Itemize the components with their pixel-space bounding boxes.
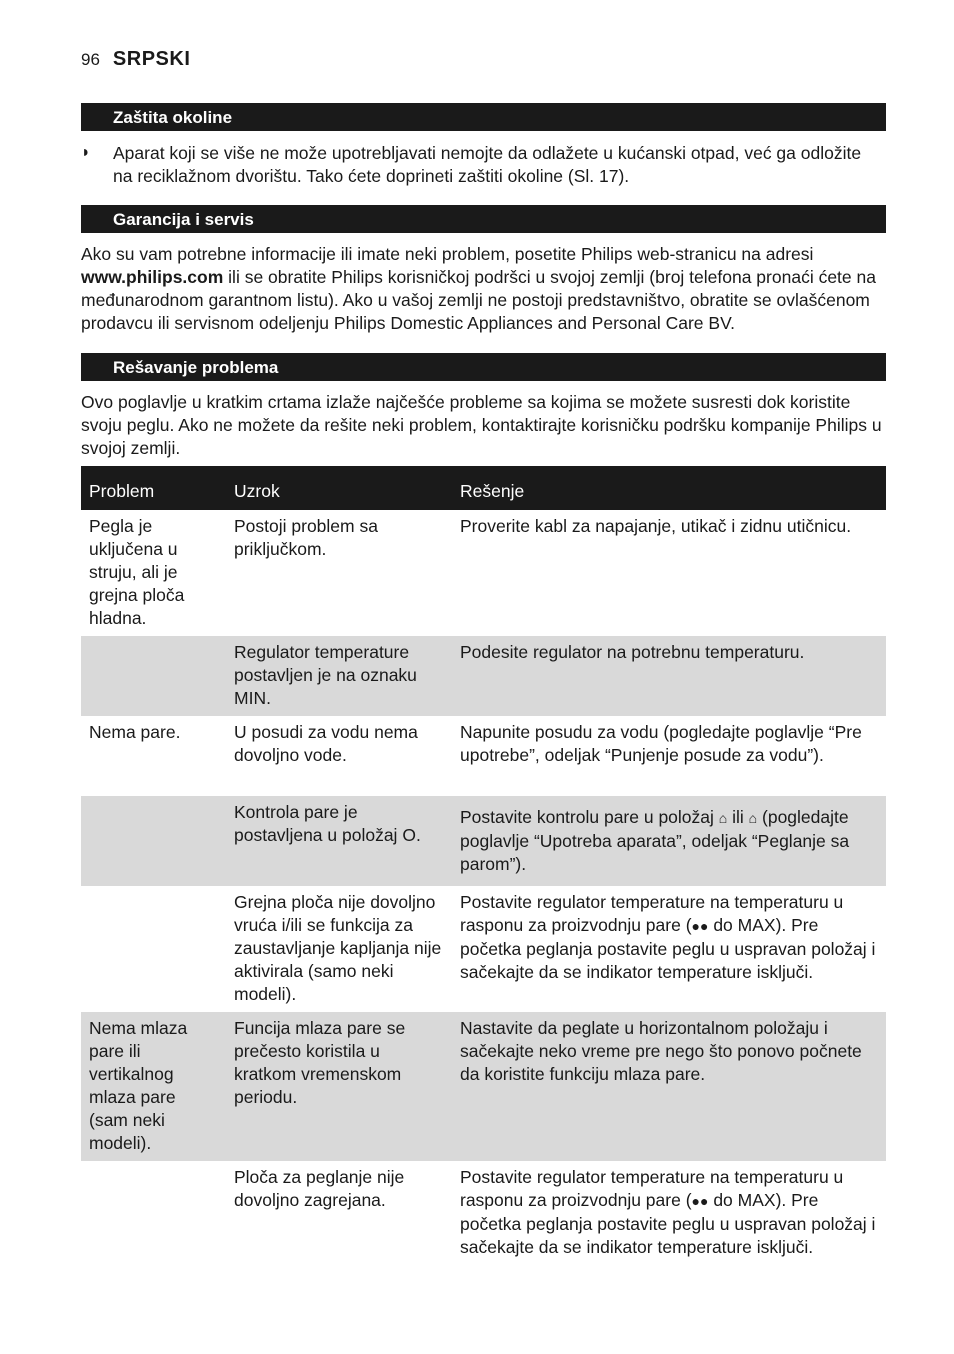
header-problem: Problem <box>81 466 226 510</box>
cell-cause: Grejna ploča nije dovoljno vruća i/ili se funkcija za zaustavljanje kapljanja nije aktivirala (samo neki modeli). <box>234 892 442 1004</box>
bullet-icon: ◗ <box>81 144 91 161</box>
header-cause: Uzrok <box>226 466 452 510</box>
section-title-guarantee: Garancija i servis <box>81 205 886 233</box>
steam-off-symbol-icon: O <box>402 825 416 845</box>
cell-problem <box>81 1161 226 1286</box>
table-row <box>81 1161 886 1286</box>
troubleshooting-intro: Ovo poglavlje u kratkim crtama izlaže najčešće probleme sa kojima se možete susresti dok koristite svoju peglu. Ako ne možete da rešite neki problem, kontaktirajte korisničku podršku kompanije Philips u svojoj zemlji. <box>81 392 882 458</box>
cell-cause: Regulator temperature postavljen je na oznaku MIN. <box>226 636 452 716</box>
solution-text-or: ili <box>732 806 744 827</box>
cell-cause: Ploča za peglanje nije dovoljno zagrejana. <box>234 1167 405 1210</box>
cell-solution: Napunite posudu za vodu (pogledajte poglavlje “Pre upotrebe”, odeljak “Punjenje posude za vodu”). <box>460 722 862 765</box>
solution-text-end: do MAX). Pre početka peglanja postavite peglu u uspravan položaj i sačekajte da se indikator temperature isključi. <box>460 1190 876 1257</box>
table-row <box>81 636 886 716</box>
cell-problem: Pegla je uključena u struju, ali je grejna ploča hladna. <box>89 516 185 628</box>
cause-text: Kontrola pare je postavljena u položaj <box>234 802 398 845</box>
guarantee-text <box>81 243 886 335</box>
solution-text: Postavite regulator temperature na temperaturu u rasponu za proizvodnju pare ( <box>460 892 844 935</box>
cell-problem: Nema mlaza pare ili vertikalnog mlaza pare (sam neki modeli). <box>81 1012 226 1161</box>
cell-problem <box>81 636 226 716</box>
table-header-row <box>81 466 886 510</box>
cell-cause: U posudi za vodu nema dovoljno vode. <box>234 722 418 765</box>
cell-problem <box>81 886 226 1012</box>
steam-high-icon: ⌂ <box>748 809 758 826</box>
environment-text: Aparat koji se više ne može upotrebljavati nemojte da odlažete u kućanski otpad, već ga odložite na reciklažnom dvorištu. Tako ćete doprineti zaštiti okoline (Sl. 17). <box>113 143 862 186</box>
page-number: 96 <box>81 50 100 69</box>
steam-low-icon: ⌂ <box>718 809 728 826</box>
cell-cause: Funcija mlaza pare se prečesto koristila u kratkom vremenskom periodu. <box>226 1012 452 1161</box>
philips-link[interactable]: www.philips.com <box>81 267 224 287</box>
cell-solution: Podesite regulator na potrebnu temperaturu. <box>452 636 886 716</box>
table-row <box>81 1012 886 1161</box>
cause-text-end: . <box>415 825 421 845</box>
table-row <box>81 510 886 636</box>
cell-problem <box>81 796 226 886</box>
cell-cause: Postoji problem sa priključkom. <box>234 516 378 559</box>
cell-solution <box>452 1161 886 1286</box>
section-title-troubleshooting: Rešavanje problema <box>81 353 886 381</box>
guarantee-text-part1: Ako su vam potrebne informacije ili imate neki problem, posetite Philips web-stranicu na adresi <box>81 244 814 264</box>
table-row <box>81 796 886 886</box>
solution-text-end: do MAX). Pre početka peglanja postavite peglu u uspravan položaj i sačekajte da se indikator temperature isključi. <box>460 915 876 982</box>
cell-solution <box>452 796 886 886</box>
cell-solution: Nastavite da peglate u horizontalnom položaju i sačekajte neko vreme pre nego što ponovo počnete da koristite funkciju mlaza pare. <box>452 1012 886 1161</box>
temperature-dots-icon: ●● <box>691 918 709 934</box>
troubleshooting-table <box>81 466 886 1286</box>
cell-problem: Nema pare. <box>89 722 181 742</box>
header-solution: Rešenje <box>452 466 886 510</box>
solution-text-end: (pogledajte poglavlje “Upotreba aparata”, odeljak “Peglanje sa parom”). <box>460 806 850 874</box>
cell-cause <box>226 796 452 886</box>
page-header <box>81 48 190 74</box>
cell-solution <box>452 886 886 1012</box>
language-title: SRPSKI <box>112 48 191 70</box>
table-row <box>81 716 886 796</box>
table-row <box>81 886 886 1012</box>
section-title-environment: Zaštita okoline <box>81 103 886 131</box>
cell-solution: Proverite kabl za napajanje, utikač i zidnu utičnicu. <box>460 516 852 536</box>
guarantee-text-part2: ili se obratite Philips korisničkoj podršci u svojoj zemlji (broj telefona pronaći ćete na međunarodnom garantnom listu). Ako u vašoj zemlji ne postoji predstavništvo, obratite se ovlašćenom prodavcu ili servisnom odeljenju Philips Domestic Appliances and Personal Care BV. <box>81 267 876 333</box>
solution-text: Postavite kontrolu pare u položaj <box>460 806 714 827</box>
temperature-dots-icon: ●● <box>691 1193 709 1209</box>
solution-text: Postavite regulator temperature na temperaturu u rasponu za proizvodnju pare ( <box>460 1167 844 1210</box>
